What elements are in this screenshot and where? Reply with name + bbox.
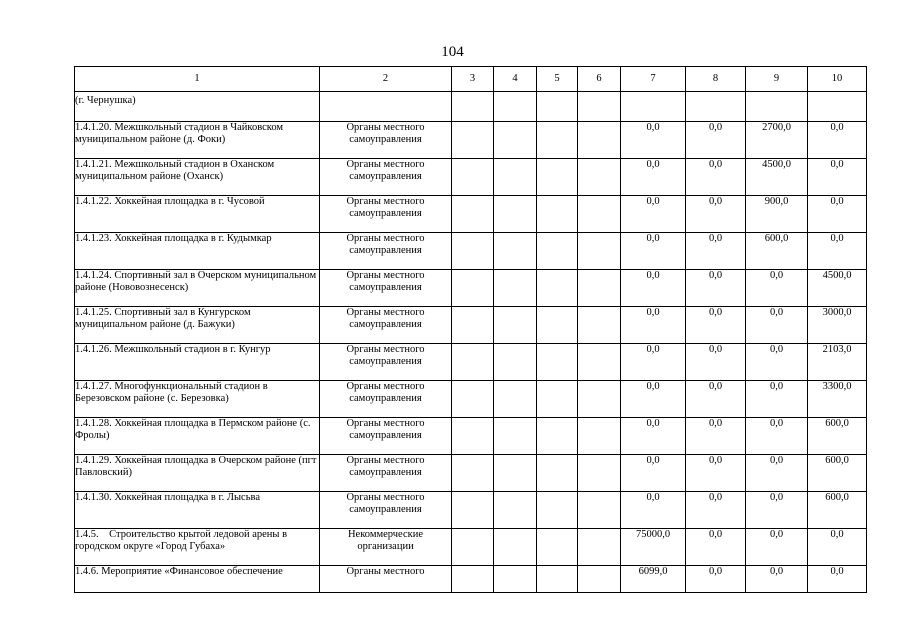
executor-cell: Органы местного самоуправления (320, 381, 452, 418)
column-header: 2 (320, 67, 452, 92)
value-cell (537, 344, 578, 381)
value-cell (537, 418, 578, 455)
value-cell: 2700,0 (746, 122, 808, 159)
value-cell: 3000,0 (808, 307, 867, 344)
value-cell: 0,0 (746, 455, 808, 492)
value-cell: 0,0 (746, 529, 808, 566)
value-cell: 0,0 (621, 270, 686, 307)
value-cell (452, 381, 494, 418)
value-cell: 0,0 (621, 307, 686, 344)
value-cell: 0,0 (808, 566, 867, 593)
value-cell: 0,0 (686, 122, 746, 159)
measure-name-cell: (г. Чернушка) (75, 92, 320, 122)
value-cell: 6099,0 (621, 566, 686, 593)
value-cell: 0,0 (746, 344, 808, 381)
budget-table (74, 66, 867, 593)
table-row (75, 270, 867, 307)
value-cell (452, 492, 494, 529)
value-cell (537, 270, 578, 307)
table-row (75, 233, 867, 270)
executor-cell (320, 92, 452, 122)
value-cell (452, 566, 494, 593)
measure-name-cell: 1.4.1.24. Спортивный зал в Очерском муниципальном районе (Нововознесенск) (75, 270, 320, 307)
value-cell (578, 196, 621, 233)
value-cell (452, 159, 494, 196)
value-cell: 600,0 (808, 418, 867, 455)
value-cell: 0,0 (808, 159, 867, 196)
value-cell (578, 455, 621, 492)
value-cell: 0,0 (686, 492, 746, 529)
value-cell: 0,0 (621, 418, 686, 455)
value-cell: 0,0 (621, 196, 686, 233)
value-cell: 4500,0 (808, 270, 867, 307)
value-cell (578, 344, 621, 381)
value-cell (452, 233, 494, 270)
value-cell: 0,0 (746, 492, 808, 529)
table-row (75, 381, 867, 418)
measure-name-cell: 1.4.1.27. Многофункциональный стадион в Березовском районе (с. Березовка) (75, 381, 320, 418)
value-cell (452, 307, 494, 344)
table-row (75, 344, 867, 381)
measure-name-cell: 1.4.6. Мероприятие «Финансовое обеспечение (75, 566, 320, 593)
table-row (75, 307, 867, 344)
value-cell: 0,0 (686, 307, 746, 344)
value-cell: 0,0 (686, 270, 746, 307)
value-cell (452, 122, 494, 159)
value-cell (537, 455, 578, 492)
table-row (75, 159, 867, 196)
value-cell (494, 159, 537, 196)
column-header: 3 (452, 67, 494, 92)
value-cell (537, 233, 578, 270)
executor-cell: Органы местного самоуправления (320, 233, 452, 270)
value-cell: 0,0 (746, 307, 808, 344)
measure-name-cell: 1.4.1.22. Хоккейная площадка в г. Чусовой (75, 196, 320, 233)
column-header: 10 (808, 67, 867, 92)
column-header: 9 (746, 67, 808, 92)
value-cell: 600,0 (746, 233, 808, 270)
value-cell (494, 529, 537, 566)
measure-name-cell: 1.4.1.26. Межшкольный стадион в г. Кунгур (75, 344, 320, 381)
value-cell (808, 92, 867, 122)
header-row (75, 67, 867, 92)
value-cell (537, 122, 578, 159)
executor-cell: Органы местного самоуправления (320, 122, 452, 159)
value-cell (494, 196, 537, 233)
column-header: 8 (686, 67, 746, 92)
value-cell: 0,0 (621, 455, 686, 492)
value-cell: 3300,0 (808, 381, 867, 418)
column-header: 4 (494, 67, 537, 92)
executor-cell: Некоммерческие организации (320, 529, 452, 566)
value-cell (578, 529, 621, 566)
table-row (75, 492, 867, 529)
column-header: 7 (621, 67, 686, 92)
measure-name-cell: 1.4.1.28. Хоккейная площадка в Пермском районе (с. Фролы) (75, 418, 320, 455)
value-cell: 0,0 (621, 159, 686, 196)
column-header: 6 (578, 67, 621, 92)
measure-name-cell: 1.4.1.23. Хоккейная площадка в г. Кудымкар (75, 233, 320, 270)
value-cell: 0,0 (621, 122, 686, 159)
value-cell (452, 455, 494, 492)
value-cell: 0,0 (746, 418, 808, 455)
value-cell: 75000,0 (621, 529, 686, 566)
value-cell (578, 233, 621, 270)
value-cell (494, 566, 537, 593)
value-cell (494, 344, 537, 381)
value-cell: 0,0 (621, 492, 686, 529)
value-cell (578, 307, 621, 344)
value-cell: 0,0 (686, 381, 746, 418)
value-cell: 0,0 (686, 566, 746, 593)
value-cell (578, 566, 621, 593)
value-cell (494, 122, 537, 159)
value-cell (494, 92, 537, 122)
value-cell: 0,0 (686, 233, 746, 270)
table-row (75, 92, 867, 122)
value-cell: 0,0 (621, 344, 686, 381)
value-cell: 0,0 (808, 196, 867, 233)
value-cell (494, 270, 537, 307)
value-cell: 0,0 (808, 122, 867, 159)
executor-cell: Органы местного самоуправления (320, 344, 452, 381)
value-cell: 4500,0 (746, 159, 808, 196)
value-cell (578, 92, 621, 122)
value-cell (452, 529, 494, 566)
page-number: 104 (441, 44, 464, 60)
table-row (75, 418, 867, 455)
value-cell: 0,0 (808, 529, 867, 566)
value-cell (578, 418, 621, 455)
value-cell (537, 492, 578, 529)
value-cell: 0,0 (686, 344, 746, 381)
executor-cell: Органы местного самоуправления (320, 492, 452, 529)
value-cell (537, 196, 578, 233)
measure-name-cell: 1.4.1.21. Межшкольный стадион в Оханском муниципальном районе (Оханск) (75, 159, 320, 196)
value-cell (578, 381, 621, 418)
value-cell (578, 270, 621, 307)
value-cell: 0,0 (686, 196, 746, 233)
value-cell: 0,0 (686, 159, 746, 196)
value-cell: 0,0 (686, 529, 746, 566)
executor-cell: Органы местного (320, 566, 452, 593)
table-row (75, 196, 867, 233)
measure-name-cell: 1.4.1.25. Спортивный зал в Кунгурском муниципальном районе (д. Бажуки) (75, 307, 320, 344)
executor-cell: Органы местного самоуправления (320, 455, 452, 492)
value-cell (494, 307, 537, 344)
measure-name-cell: 1.4.1.30. Хоккейная площадка в г. Лысьва (75, 492, 320, 529)
value-cell: 600,0 (808, 492, 867, 529)
executor-cell: Органы местного самоуправления (320, 270, 452, 307)
value-cell (452, 196, 494, 233)
value-cell (494, 455, 537, 492)
value-cell: 2103,0 (808, 344, 867, 381)
value-cell (621, 92, 686, 122)
executor-cell: Органы местного самоуправления (320, 159, 452, 196)
value-cell: 0,0 (621, 233, 686, 270)
value-cell (494, 233, 537, 270)
value-cell (494, 492, 537, 529)
value-cell (686, 92, 746, 122)
value-cell (494, 418, 537, 455)
value-cell (537, 307, 578, 344)
value-cell (578, 159, 621, 196)
measure-name-cell: 1.4.1.29. Хоккейная площадка в Очерском районе (пгт Павловский) (75, 455, 320, 492)
column-header: 5 (537, 67, 578, 92)
measure-name-cell: 1.4.1.20. Межшкольный стадион в Чайковском муниципальном районе (д. Фоки) (75, 122, 320, 159)
value-cell (578, 492, 621, 529)
column-header: 1 (75, 67, 320, 92)
value-cell: 0,0 (746, 381, 808, 418)
value-cell (537, 381, 578, 418)
value-cell (537, 92, 578, 122)
table-row (75, 529, 867, 566)
value-cell (452, 92, 494, 122)
value-cell: 0,0 (746, 566, 808, 593)
executor-cell: Органы местного самоуправления (320, 196, 452, 233)
value-cell: 600,0 (808, 455, 867, 492)
value-cell: 0,0 (686, 455, 746, 492)
value-cell (494, 381, 537, 418)
value-cell: 0,0 (808, 233, 867, 270)
value-cell (537, 566, 578, 593)
table-row (75, 455, 867, 492)
value-cell (537, 159, 578, 196)
value-cell (452, 344, 494, 381)
value-cell: 0,0 (746, 270, 808, 307)
measure-name-cell: 1.4.5. Строительство крытой ледовой арены в городском округе «Город Губаха» (75, 529, 320, 566)
table-row (75, 566, 867, 593)
value-cell (746, 92, 808, 122)
executor-cell: Органы местного самоуправления (320, 307, 452, 344)
value-cell (578, 122, 621, 159)
value-cell (452, 418, 494, 455)
value-cell (452, 270, 494, 307)
table-row (75, 122, 867, 159)
value-cell: 900,0 (746, 196, 808, 233)
value-cell (537, 529, 578, 566)
executor-cell: Органы местного самоуправления (320, 418, 452, 455)
value-cell: 0,0 (621, 381, 686, 418)
value-cell: 0,0 (686, 418, 746, 455)
